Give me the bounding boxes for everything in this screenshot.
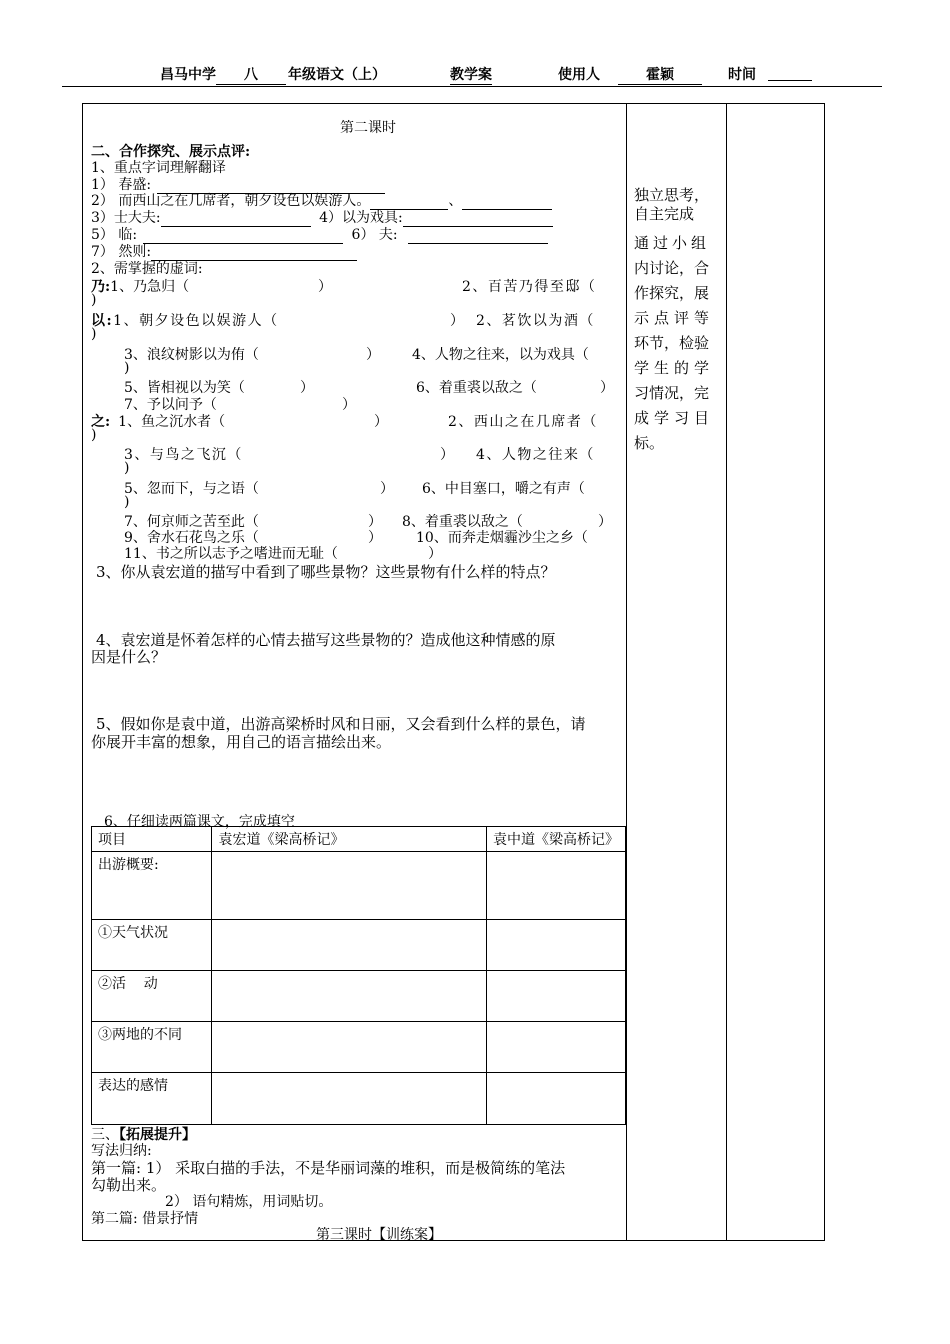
vocab-text: 2） 而西山之在几席者，朝夕设色以娱游人。 [91, 193, 371, 209]
bracket: ) [91, 292, 97, 308]
item-text: 11、书之所以志予之嗜进而无耻（ [124, 546, 338, 562]
item-text: 3、与鸟之飞沉（ [124, 447, 243, 463]
table-row [92, 971, 626, 1022]
item-text: 10、而奔走烟霾沙尘之乡（ [416, 530, 588, 546]
bracket: ） [440, 447, 454, 463]
column-divider [726, 103, 727, 1241]
item-text: 6、着重裘以敌之（ [416, 380, 537, 396]
row-label: ②活 动 [92, 971, 212, 1022]
side-note-line: 独立思考， [634, 186, 710, 204]
table-cell[interactable] [212, 1073, 487, 1125]
item-text: 1、乃急归（ [110, 279, 190, 295]
bracket: ） [374, 414, 388, 430]
side-note-line: 习情况，完 [634, 384, 710, 402]
table-cell[interactable] [212, 1022, 487, 1073]
item-text: 6、中目塞口，嚼之有声（ [422, 481, 585, 497]
time-field [768, 64, 812, 81]
bracket: ） [318, 279, 332, 295]
row-label: ③两地的不同 [92, 1022, 212, 1073]
item-text: 2、百苦乃得至邸（ [462, 279, 597, 295]
table-header: 袁宏道《梁高桥记》 [212, 827, 487, 852]
vocab-text: 4）以为戏具: [319, 210, 403, 226]
side-note-line: 示点评等 [634, 309, 715, 327]
summary-p1: 第一篇: 1） 采取白描的手法，不是华丽词藻的堆积，而是极简练的笔法 [91, 1159, 566, 1177]
table-cell[interactable] [487, 1022, 626, 1073]
side-note-line: 环节，检验 [634, 334, 710, 352]
table-header: 袁中道《梁高桥记》 [487, 827, 626, 852]
bracket: ） [366, 347, 380, 363]
vocab-text: 3）士大夫: [91, 210, 161, 226]
function-word-item [91, 276, 189, 296]
summary-p1-cont: 勾勒出来。 [91, 1176, 167, 1194]
bracket: ） [300, 380, 314, 396]
bracket: ） [368, 514, 382, 530]
bracket: ) [124, 460, 130, 476]
bracket: ） [598, 514, 612, 530]
bracket: ) [91, 427, 97, 443]
function-word-label: 乃: [91, 279, 111, 295]
item-text: 1、鱼之沉水者（ [118, 414, 226, 430]
section3-heading: 【拓展提升】 [119, 1127, 196, 1143]
table-row [92, 1022, 626, 1073]
table-cell[interactable] [212, 852, 487, 920]
vocab-text: 5） 临: [91, 227, 138, 243]
vocab-text: 6） 夫: [351, 227, 398, 243]
side-note-line: 作探究，展 [634, 284, 710, 302]
table-cell[interactable] [212, 971, 487, 1022]
bracket: ） [428, 546, 442, 562]
question-3: 3、你从袁宏道的描写中看到了哪些景物？这些景物有什么样的特点？ [96, 563, 556, 581]
bracket: ） [600, 380, 614, 396]
section2-title: 二、合作探究、展示点评: [91, 144, 251, 160]
item-text: 8、着重裘以敌之（ [402, 514, 523, 530]
side-note-line: 内讨论，合 [634, 259, 710, 277]
table-row [92, 1073, 626, 1125]
bracket: ) [91, 326, 97, 342]
question-6: 6、仔细读两篇课文，完成填空 [104, 814, 295, 830]
vocab-text: 7） 然则: [91, 244, 152, 260]
side-note-line: 学生的学 [634, 359, 715, 377]
section3-prefix: 三、 [91, 1127, 119, 1143]
summary-label: 写法归纳: [91, 1143, 152, 1159]
table-row [92, 852, 626, 920]
table-cell[interactable] [487, 852, 626, 920]
side-note-line: 通过小组 [634, 234, 711, 252]
table-cell[interactable] [487, 1073, 626, 1125]
bracket: ) [124, 494, 130, 510]
lesson-title: 第二课时 [340, 120, 396, 136]
separator: 、 [448, 193, 463, 209]
summary-p2: 第二篇: 借景抒情 [91, 1211, 199, 1227]
time-label: 时间 [728, 67, 756, 83]
row-label: 表达的感情 [92, 1073, 212, 1125]
user-label: 使用人 [558, 67, 600, 83]
item-text: 5、忽而下，与之语（ [124, 481, 259, 497]
question-4-cont: 因是什么？ [91, 648, 167, 666]
bracket: ) [124, 360, 130, 376]
item-text: 2、茗饮以为酒（ [476, 313, 595, 329]
grade-field: 八 [216, 64, 286, 85]
lesson3-title: 第三课时【训练案】 [316, 1227, 442, 1243]
school-name: 昌马中学 [160, 67, 216, 83]
comparison-table [91, 826, 626, 1125]
column-divider [626, 103, 627, 1241]
table-row [92, 920, 626, 971]
table-cell[interactable] [212, 920, 487, 971]
q1-title: 1、重点字词理解翻译 [91, 160, 226, 176]
question-5-cont: 你展开丰富的想象，用自己的语言描绘出来。 [91, 733, 392, 751]
row-label: ①天气状况 [92, 920, 212, 971]
function-word-label: 之: [91, 414, 111, 430]
item-text: 3、浪纹树影以为侑（ [124, 347, 259, 363]
user-name: 霍颖 [618, 64, 702, 85]
function-word-label: 以: [91, 313, 114, 329]
page-header [160, 64, 860, 86]
item-text: 2、西山之在几席者（ [448, 414, 598, 430]
function-word-item [91, 310, 279, 330]
summary-p1-item2: 2） 语句精炼，用词贴切。 [165, 1194, 333, 1210]
bracket: ） [450, 313, 464, 329]
table-header-row [92, 827, 626, 852]
header-rule [62, 86, 882, 87]
bracket: ） [380, 481, 394, 497]
subject-name: 年级语文（上） [288, 67, 386, 83]
row-label: 出游概要: [92, 852, 212, 920]
table-header: 项目 [92, 827, 212, 852]
question-5: 5、假如你是袁中道，出游高梁桥时风和日丽，又会看到什么样的景色，请 [96, 715, 586, 733]
function-word-item [91, 411, 225, 431]
item-text: 7、何京师之苦至此（ [124, 514, 259, 530]
table-cell[interactable] [487, 920, 626, 971]
item-text: 7、予以问予（ [124, 397, 217, 413]
bracket: ） [368, 530, 382, 546]
doc-type: 教学案 [450, 64, 492, 85]
item-text: 1、朝夕设色以娱游人（ [113, 313, 279, 329]
bracket: ） [342, 397, 356, 413]
q2-title: 2、需掌握的虚词: [91, 261, 203, 277]
question-4: 4、袁宏道是怀着怎样的心情去描写这些景物的？造成他这种情感的原 [96, 631, 556, 649]
side-note-line: 标。 [634, 434, 665, 452]
item-text: 4、人物之往来，以为戏具（ [412, 347, 589, 363]
side-notes [634, 186, 718, 456]
side-note-line: 自主完成 [634, 205, 695, 223]
item-text: 4、人物之往来（ [476, 447, 595, 463]
answer-blank[interactable] [408, 231, 548, 244]
vocab-text: 1） 春盛: [91, 177, 152, 193]
item-text: 9、舍水石花鸟之乐（ [124, 530, 259, 546]
side-note-line: 成学习目 [634, 409, 715, 427]
item-text: 5、皆相视以为笑（ [124, 380, 245, 396]
table-cell[interactable] [487, 971, 626, 1022]
